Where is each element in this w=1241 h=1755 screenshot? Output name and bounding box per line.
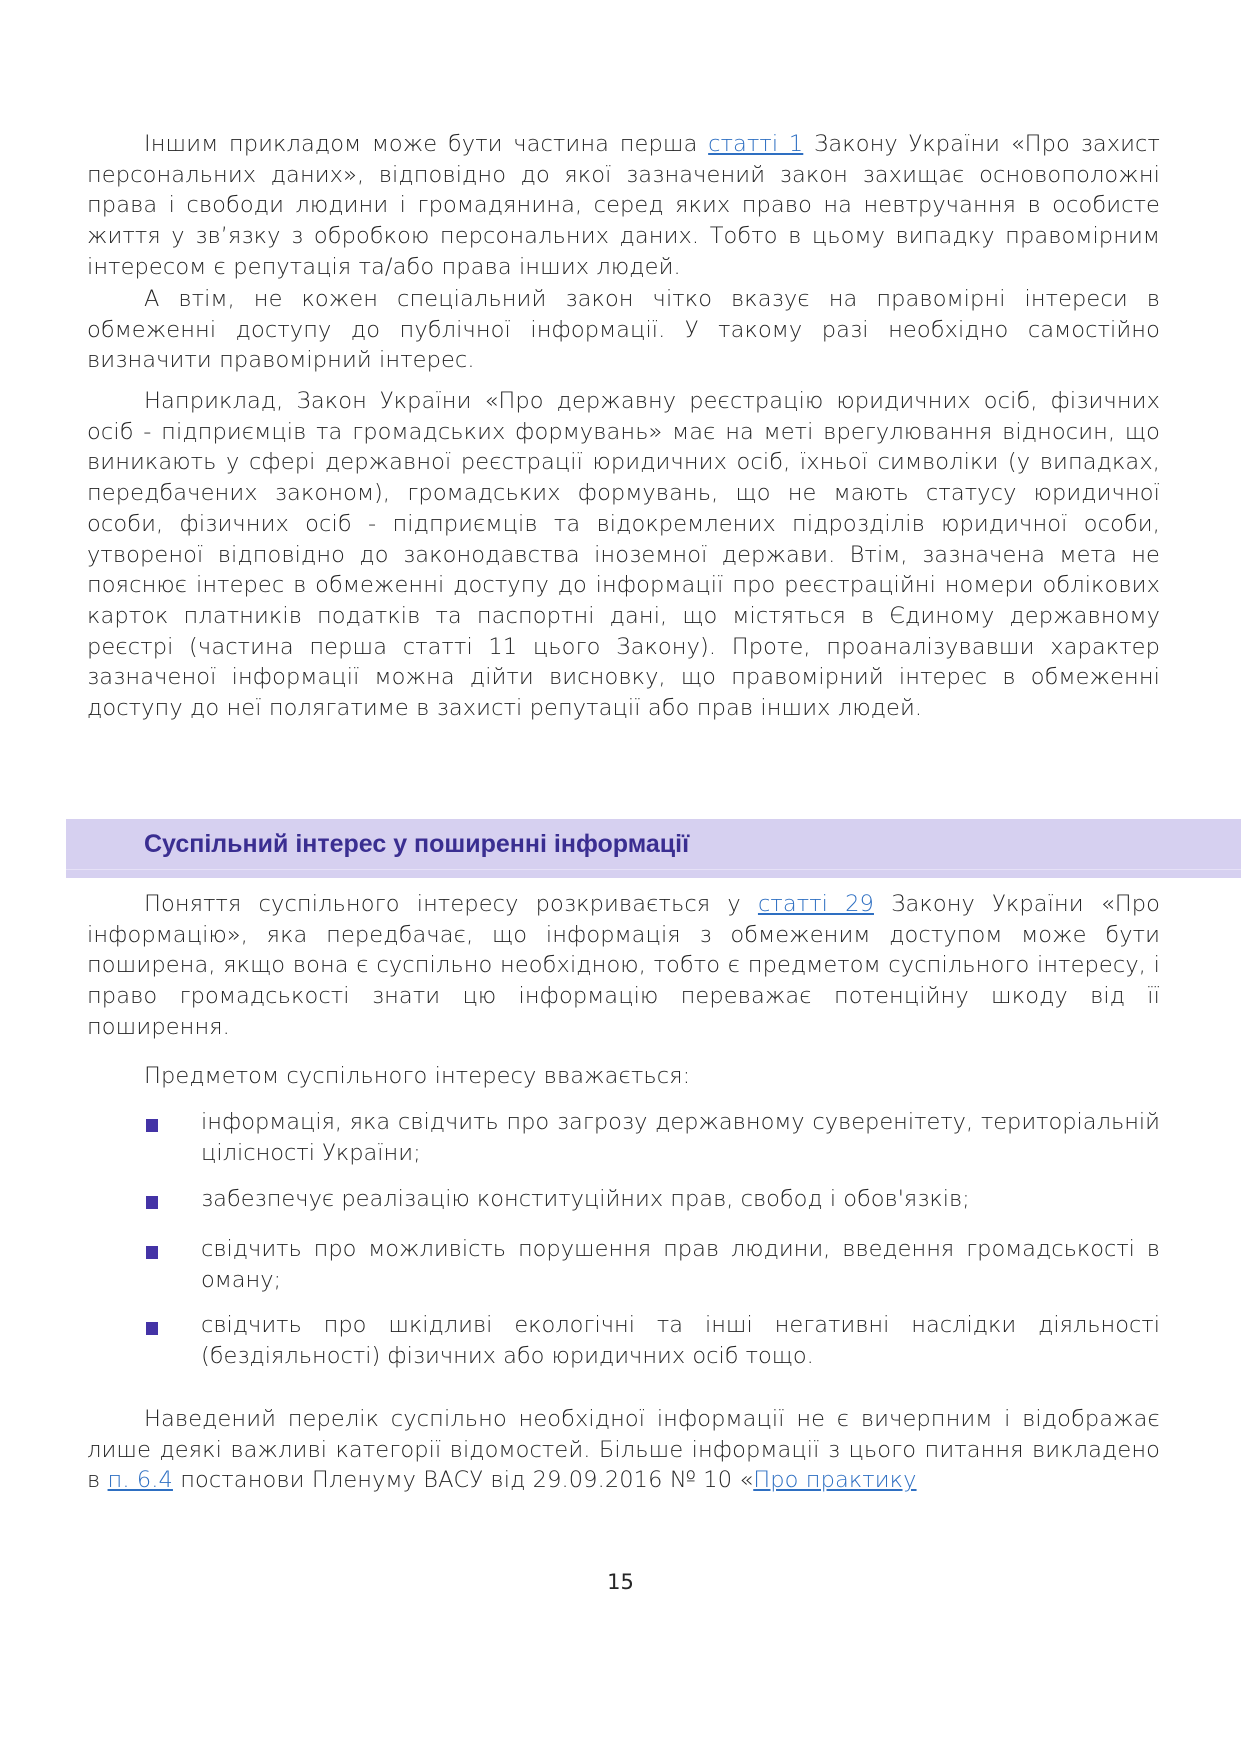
paragraph-text: Закону України «Про захист персональних даних», відповідно до якої зазначений закон захищає основоположні права і свободи людини і громадянина, серед яких право на невтручання в особисте життя у зв’язку з обробкою персональних даних. Тобто в цьому випадку правомірним інтересом є репутація та/або права інших людей. (87, 131, 1160, 280)
paragraph-public-interest-concept (87, 889, 1160, 1043)
list-item (144, 1310, 1160, 1371)
paragraph-registration-law-example (87, 386, 1160, 724)
paragraph-text: Наведений перелік суспільно необхідної інформації не є вичерпним і відображає лише деякі важливі категорії відомостей. Більше інформації з цього питання викладено в (87, 1406, 1160, 1494)
link-article-1[interactable]: статті 1 (708, 131, 804, 157)
list-intro (87, 1061, 1160, 1092)
list-item-text: свідчить про можливість порушення прав людини, введення громадськості в оману; (201, 1236, 1160, 1293)
paragraph-text: постанови Пленуму ВАСУ від 29.09.2016 № 10 « (172, 1467, 754, 1494)
link-article-29[interactable]: статті 29 (757, 891, 874, 917)
paragraph-special-law (87, 284, 1160, 376)
public-interest-list (144, 1310, 1160, 1371)
paragraph-list-note (87, 1404, 1160, 1496)
paragraph-personal-data-example (87, 129, 1160, 283)
section-heading-band-strip (66, 869, 1241, 878)
square-bullet-icon (146, 1119, 158, 1132)
paragraph-text: Закону України «Про інформацію», яка передбачає, що інформація з обмеженим доступом може бути поширена, якщо вона є суспільно необхідною, тобто є предметом суспільного інтересу, і право громадськості знати цю інформацію переважає потенційну шкоду від її поширення. (87, 891, 1160, 1040)
list-item (144, 1234, 1160, 1295)
list-item (144, 1107, 1160, 1168)
page-number: 15 (607, 1570, 634, 1594)
public-interest-list (144, 1107, 1160, 1168)
link-clause-6-4[interactable]: п. 6.4 (107, 1467, 173, 1494)
square-bullet-icon (146, 1196, 158, 1209)
square-bullet-icon (146, 1246, 158, 1259)
paragraph-text: Іншим прикладом може бути частина перша (144, 131, 709, 157)
paragraph-text: А втім, не кожен спеціальний закон чітко вказує на правомірні інтереси в обмеженні доступу до публічної інформації. У такому разі необхідно самостійно визначити правомірний інтерес. (87, 286, 1160, 374)
public-interest-list (144, 1184, 1160, 1215)
paragraph-text: Предметом суспільного інтересу вважається: (144, 1063, 691, 1089)
section-heading: Суспільний інтерес у поширенні інформації (144, 830, 690, 858)
square-bullet-icon (146, 1322, 158, 1335)
link-about-practice[interactable]: Про практику (753, 1467, 917, 1494)
list-item (144, 1184, 1160, 1215)
list-item-text: свідчить про шкідливі екологічні та інші негативні наслідки діяльності (бездіяльності) фізичних або юридичних осіб тощо. (201, 1312, 1160, 1369)
list-item-text: забезпечує реалізацію конституційних прав, свобод і обов'язків; (201, 1186, 970, 1212)
public-interest-list (144, 1234, 1160, 1295)
paragraph-text: Поняття суспільного інтересу розкривається у (144, 891, 758, 917)
paragraph-text: Наприклад, Закон України «Про державну реєстрацію юридичних осіб, фізичних осіб - підприємців та громадських формувань» має на меті врегулювання відносин, що виникають у сфері державної реєстрації юридичних осіб, їхньої символіки (у випадках, передбачених законом), громадських формувань, що не мають статусу юридичної особи, фізичних осіб - підприємців та відокремлених підрозділів юридичної особи, утвореної відповідно до законодавства іноземної держави. Втім, зазначена мета не пояснює інтерес в обмеженні доступу до інформації про реєстраційні номери облікових карток платників податків та паспортні дані, що містяться в Єдиному державному реєстрі (частина перша статті 11 цього Закону). Проте, проаналізувавши характер зазначеної інформації можна дійти висновку, що правомірний інтерес в обмеженні доступу до неї полягатиме в захисті репутації або прав інших людей. (87, 388, 1160, 722)
list-item-text: інформація, яка свідчить про загрозу державному суверенітету, територіальній цілісності України; (201, 1109, 1160, 1166)
